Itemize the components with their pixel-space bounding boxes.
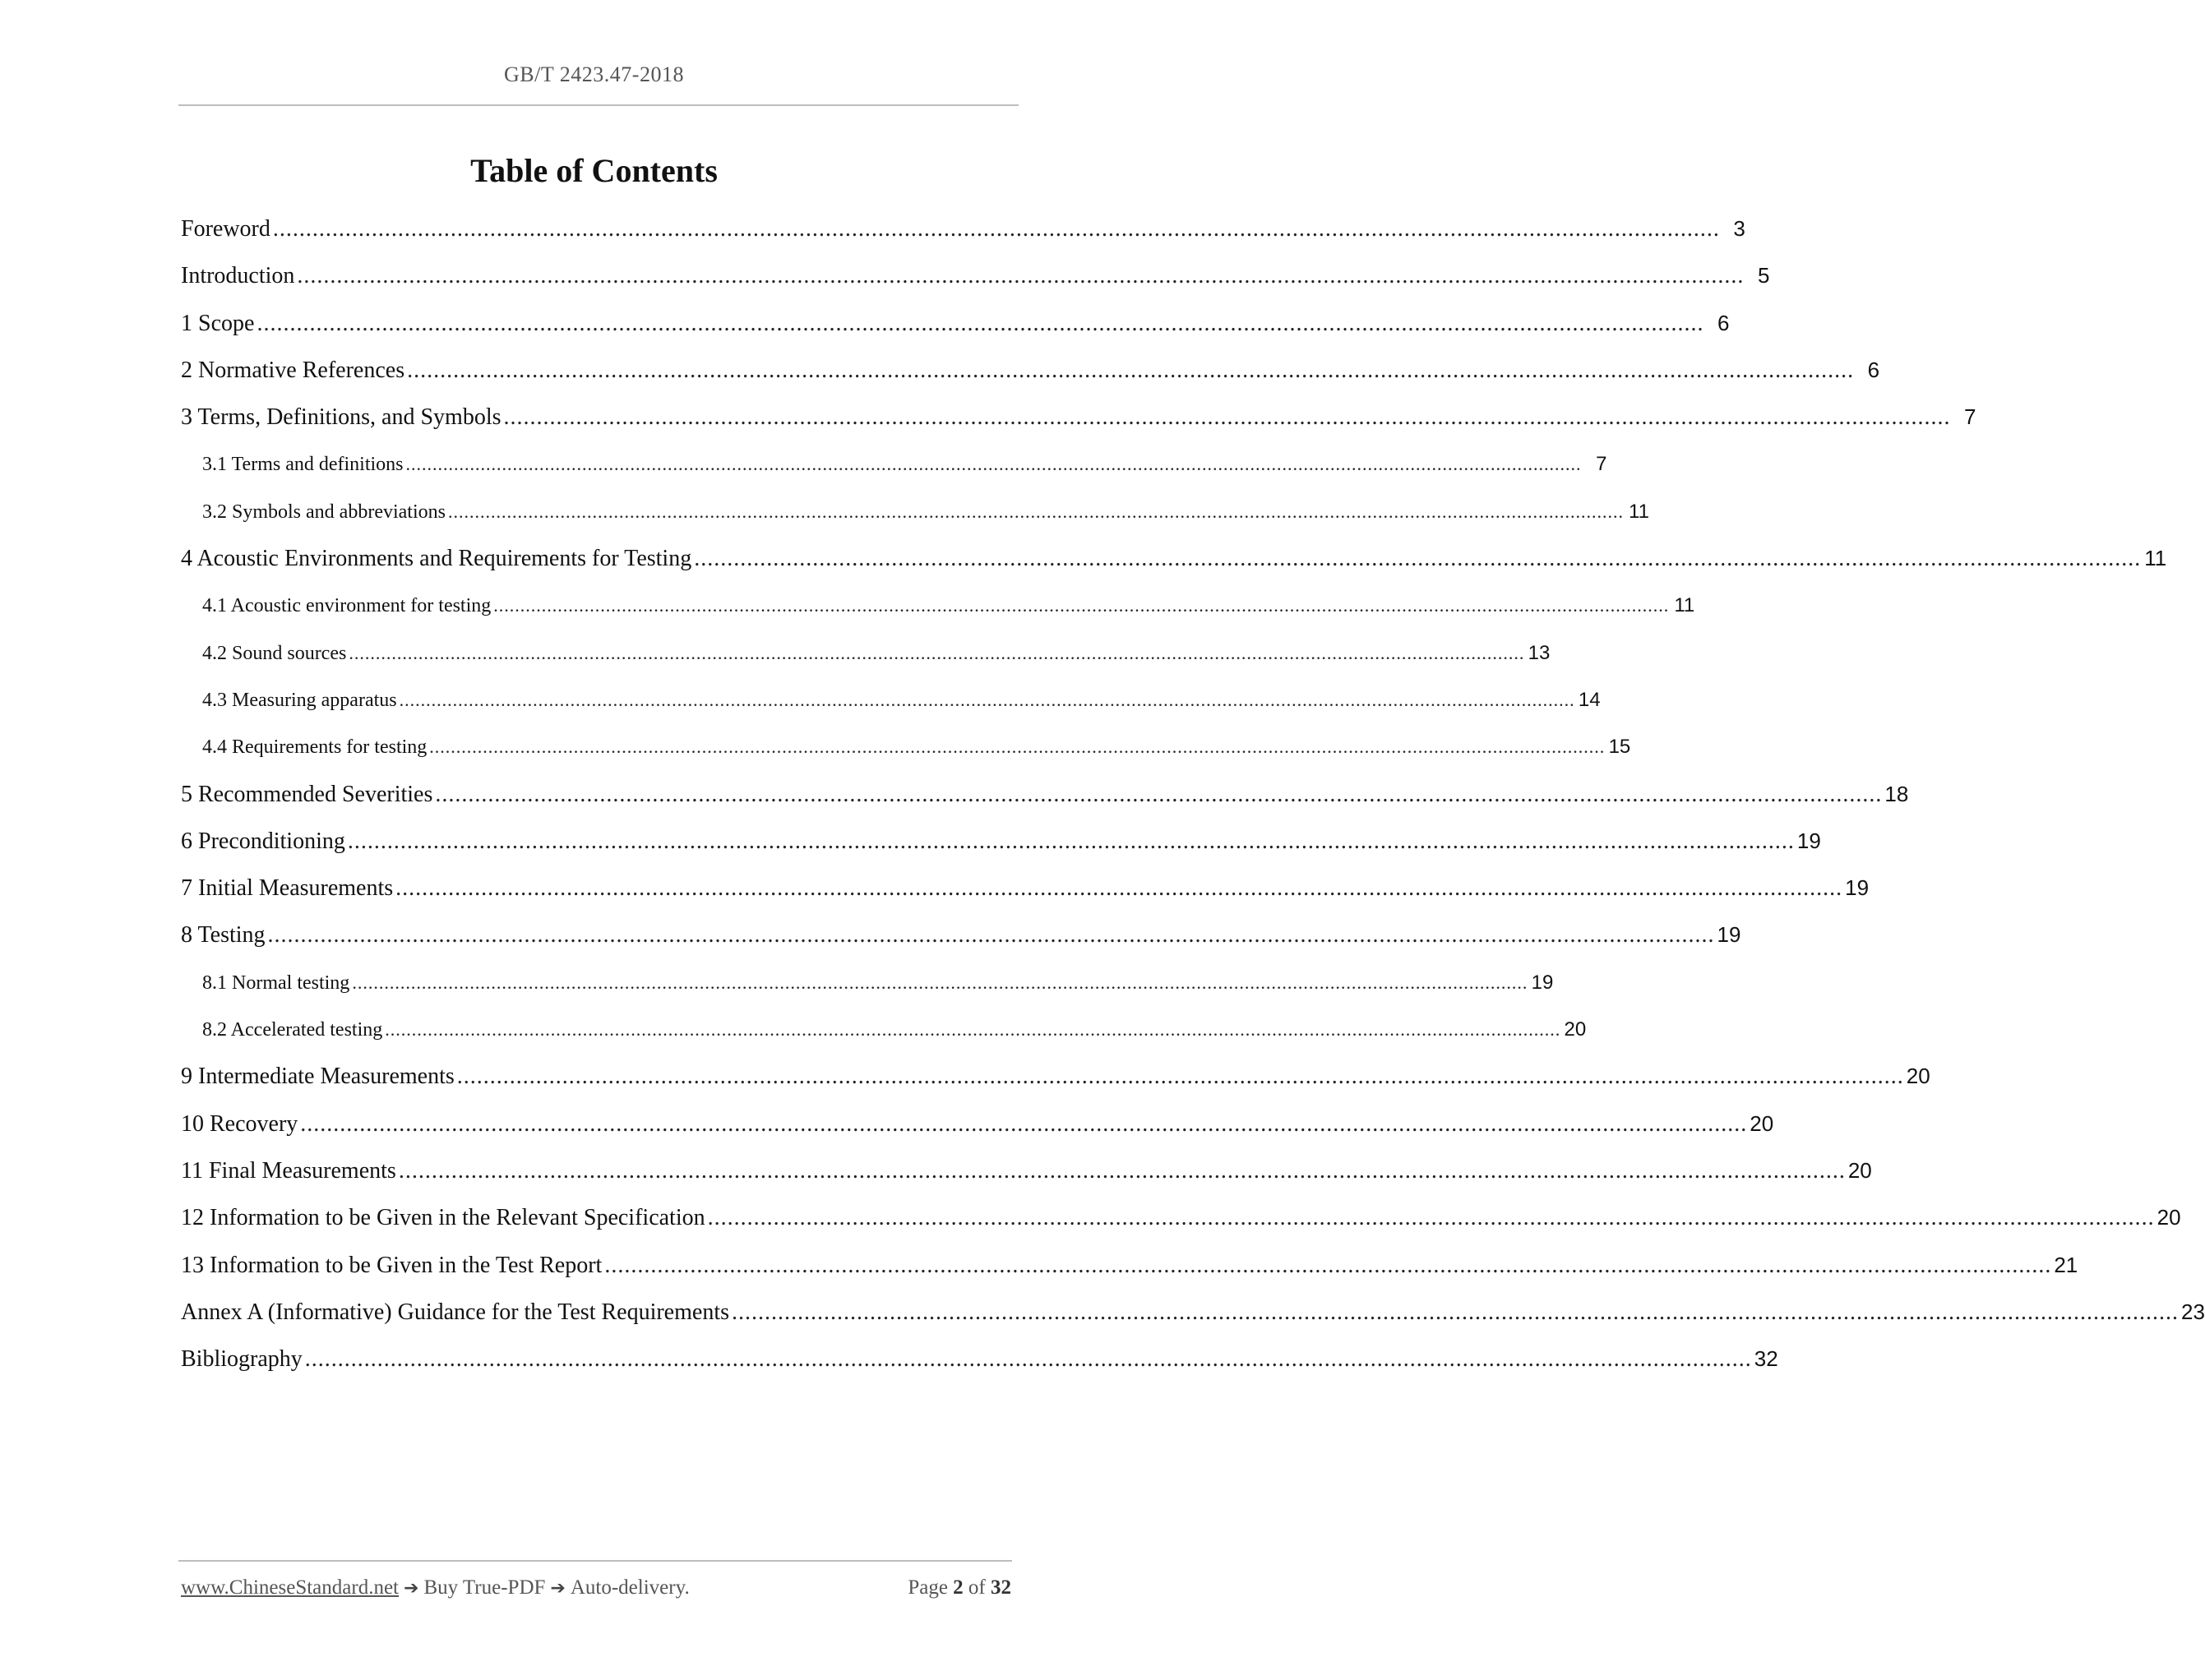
toc-entry-page: 7: [1596, 453, 1607, 476]
toc-leader-dots: ............................................................................................................................................................................................................................: [272, 216, 1720, 242]
toc-entry-label: 8.2 Accelerated testing: [202, 1019, 383, 1041]
toc-entry-page: 15: [1608, 736, 1631, 759]
toc-entry-page: 19: [1717, 922, 1741, 948]
toc-entry-page: 21: [2054, 1252, 2078, 1277]
toc-entry-page: 7: [1964, 404, 1976, 430]
toc-leader-dots: ............................................................................................................................................................................................................................: [503, 404, 1951, 431]
toc-leader-dots: ............................................................................................................................................................................................................................: [347, 828, 1795, 854]
page-footer: [181, 1576, 1011, 1599]
toc-entry-page: 18: [1884, 781, 1909, 806]
toc-entry-label: 12 Information to be Given in the Relevant Specification: [181, 1205, 705, 1231]
toc-entry-label: Annex A (Informative) Guidance for the Test Requirements: [181, 1299, 729, 1325]
toc-entry[interactable]: [181, 1194, 2181, 1241]
toc-entry-label: Bibliography: [181, 1346, 303, 1373]
toc-leader-dots: ............................................................................................................................................................................................................................: [352, 972, 1528, 993]
toc-entry-label: Introduction: [181, 263, 295, 289]
toc-entry-label: Foreword: [181, 216, 270, 242]
toc-entry-label: 5 Recommended Severities: [181, 781, 433, 807]
toc-entry-label: 3.2 Symbols and abbreviations: [202, 501, 446, 523]
toc-entry[interactable]: [181, 488, 1649, 535]
toc-leader-dots: ............................................................................................................................................................................................................................: [349, 642, 1525, 663]
toc-entry-label: 3 Terms, Definitions, and Symbols: [181, 404, 502, 431]
toc-entry[interactable]: [181, 252, 1770, 299]
toc-leader-dots: ............................................................................................................................................................................................................................: [395, 875, 1843, 902]
toc-entry-page: 13: [1528, 641, 1551, 664]
toc-leader-dots: ............................................................................................................................................................................................................................: [267, 922, 1715, 948]
toc-entry[interactable]: [181, 771, 1909, 818]
toc-leader-dots: ............................................................................................................................................................................................................................: [694, 546, 2142, 572]
toc-leader-dots: ............................................................................................................................................................................................................................: [297, 263, 1745, 289]
toc-entry[interactable]: [181, 1053, 1930, 1100]
toc-entry[interactable]: [181, 1242, 2078, 1289]
toc-entry[interactable]: [181, 300, 1730, 347]
page-indicator: [908, 1576, 1011, 1599]
toc-leader-dots: ............................................................................................................................................................................................................................: [385, 1019, 1561, 1041]
toc-entry-page: 19: [1845, 875, 1870, 901]
toc-entry-label: 13 Information to be Given in the Test Report: [181, 1252, 603, 1278]
toc-entry[interactable]: [181, 723, 1631, 770]
toc-entry-page: 20: [1750, 1110, 1774, 1136]
current-page-number: 2: [953, 1576, 964, 1599]
toc-leader-dots: ............................................................................................................................................................................................................................: [300, 1110, 1748, 1137]
page-title: Table of Contents: [470, 152, 718, 189]
toc-leader-dots: ............................................................................................................................................................................................................................: [493, 595, 1670, 616]
toc-entry-page: 11: [1674, 594, 1695, 617]
toc-entry[interactable]: [181, 535, 2167, 582]
toc-entry-page: 19: [1531, 971, 1554, 994]
toc-entry-page: 20: [1906, 1064, 1930, 1089]
toc-entry-label: 4.2 Sound sources: [202, 642, 347, 664]
table-of-contents: [181, 205, 2205, 1382]
total-page-number: 32: [991, 1576, 1011, 1599]
toc-entry-label: 8.1 Normal testing: [202, 972, 350, 994]
toc-entry[interactable]: [181, 676, 1601, 723]
toc-entry-label: 7 Initial Measurements: [181, 875, 394, 902]
toc-entry-page: 32: [1754, 1346, 1778, 1372]
toc-entry-page: 11: [1629, 500, 1649, 523]
toc-entry[interactable]: [181, 394, 1976, 441]
arrow-right-icon: ➔: [550, 1578, 566, 1599]
toc-entry[interactable]: [181, 865, 1870, 912]
toc-entry-label: 4.1 Acoustic environment for testing: [202, 595, 492, 617]
toc-entry-label: 4 Acoustic Environments and Requirements for Testing: [181, 546, 692, 572]
toc-entry-label: 11 Final Measurements: [181, 1157, 396, 1184]
toc-entry[interactable]: [181, 1101, 1774, 1147]
toc-entry[interactable]: [181, 1147, 1872, 1194]
toc-leader-dots: ............................................................................................................................................................................................................................: [732, 1299, 2179, 1325]
toc-entry-label: 9 Intermediate Measurements: [181, 1064, 455, 1090]
toc-leader-dots: ............................................................................................................................................................................................................................: [429, 736, 1606, 758]
toc-leader-dots: ............................................................................................................................................................................................................................: [257, 310, 1704, 336]
toc-entry[interactable]: [181, 912, 1741, 958]
toc-entry-page: 6: [1867, 357, 1880, 382]
toc-entry-label: 2 Normative References: [181, 357, 405, 383]
toc-leader-dots: ............................................................................................................................................................................................................................: [405, 454, 1582, 475]
toc-entry-label: 6 Preconditioning: [181, 828, 345, 854]
toc-entry[interactable]: [181, 441, 1607, 487]
website-link[interactable]: www.ChineseStandard.net: [181, 1576, 399, 1599]
arrow-right-icon: ➔: [404, 1578, 419, 1599]
toc-leader-dots: ............................................................................................................................................................................................................................: [456, 1064, 1904, 1090]
toc-entry-label: 3.1 Terms and definitions: [202, 454, 404, 476]
toc-entry-label: 1 Scope: [181, 310, 255, 336]
toc-entry-page: 6: [1717, 310, 1730, 335]
toc-entry-page: 11: [2144, 546, 2167, 571]
toc-entry-label: 10 Recovery: [181, 1110, 298, 1137]
toc-leader-dots: ............................................................................................................................................................................................................................: [707, 1205, 2155, 1231]
toc-leader-dots: ............................................................................................................................................................................................................................: [398, 1157, 1846, 1184]
toc-entry[interactable]: [181, 959, 1554, 1006]
toc-entry-page: 5: [1757, 263, 1770, 288]
of-word: of: [968, 1576, 986, 1599]
toc-entry-page: 14: [1578, 688, 1601, 711]
toc-entry[interactable]: [181, 1336, 1778, 1382]
toc-entry-page: 23: [2181, 1299, 2205, 1324]
toc-entry-page: 19: [1796, 828, 1821, 853]
buy-text: Buy True-PDF: [423, 1576, 546, 1599]
toc-entry[interactable]: [181, 347, 1880, 394]
delivery-text: Auto-delivery.: [570, 1576, 690, 1599]
toc-entry[interactable]: [181, 1289, 2205, 1336]
toc-entry[interactable]: [181, 205, 1745, 252]
toc-leader-dots: ............................................................................................................................................................................................................................: [435, 781, 1883, 807]
header-divider: [178, 104, 1019, 106]
toc-entry[interactable]: [181, 582, 1695, 629]
toc-entry[interactable]: [181, 818, 1821, 865]
footer-promo: [181, 1576, 690, 1599]
toc-entry-page: 3: [1733, 216, 1745, 241]
toc-leader-dots: ............................................................................................................................................................................................................................: [604, 1252, 2052, 1278]
toc-entry-page: 20: [1847, 1157, 1872, 1183]
toc-leader-dots: ............................................................................................................................................................................................................................: [447, 501, 1624, 522]
toc-entry-label: 4.4 Requirements for testing: [202, 736, 428, 759]
toc-leader-dots: ............................................................................................................................................................................................................................: [304, 1346, 1752, 1373]
toc-leader-dots: ............................................................................................................................................................................................................................: [407, 357, 1855, 383]
toc-entry[interactable]: [181, 1006, 1587, 1053]
running-header: GB/T 2423.47-2018: [504, 62, 684, 86]
footer-divider: [178, 1560, 1012, 1562]
toc-entry-page: 20: [2156, 1205, 2181, 1230]
page-word: Page: [908, 1576, 948, 1599]
toc-entry-page: 20: [1564, 1018, 1587, 1041]
toc-entry-label: 8 Testing: [181, 922, 266, 948]
toc-leader-dots: ............................................................................................................................................................................................................................: [399, 689, 1575, 710]
toc-entry-label: 4.3 Measuring apparatus: [202, 689, 397, 711]
toc-entry[interactable]: [181, 630, 1551, 676]
